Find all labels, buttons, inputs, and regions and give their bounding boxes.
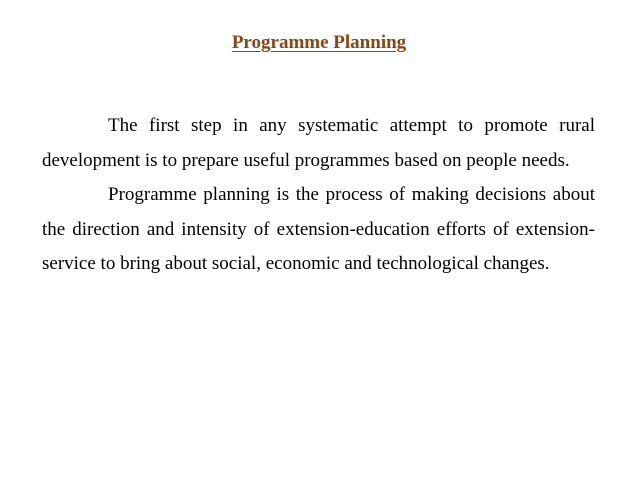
paragraph-definition: Programme planning is the process of making decisions about the direction and intensity of extension-education efforts of extension-service to bring about social, economic and technological changes. bbox=[42, 184, 595, 275]
slide-title: Programme Planning bbox=[231, 32, 407, 53]
paragraph-first-step: The first step in any systematic attempt to promote rural development is to prepare useful programmes based on people needs. bbox=[42, 115, 595, 171]
slide-body bbox=[42, 109, 595, 282]
